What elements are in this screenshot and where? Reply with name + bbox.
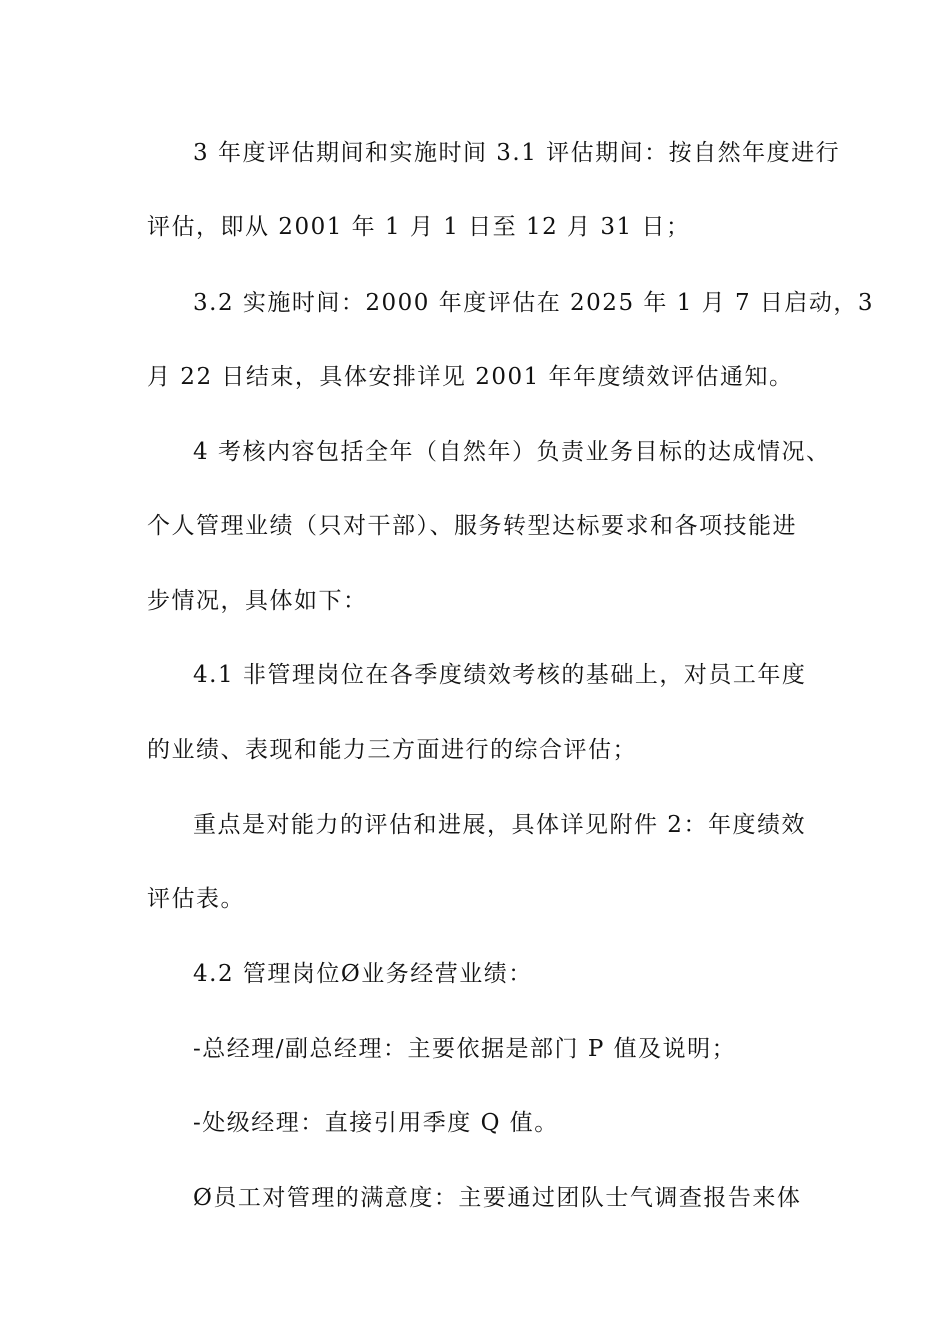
- text-line: -处级经理：直接引用季度 Q 值。: [193, 1110, 559, 1136]
- text-line: Ø员工对管理的满意度：主要通过团队士气调查报告来体: [193, 1185, 802, 1211]
- text-line: 的业绩、表现和能力三方面进行的综合评估；: [147, 737, 637, 763]
- text-line: 月 22 日结束，具体安排详见 2001 年年度绩效评估通知。: [147, 364, 794, 390]
- text-line: 4 考核内容包括全年（自然年）负责业务目标的达成情况、: [193, 439, 831, 465]
- text-line: 4.1 非管理岗位在各季度绩效考核的基础上，对员工年度: [193, 662, 807, 688]
- text-line: 3 年度评估期间和实施时间 3.1 评估期间：按自然年度进行: [193, 140, 841, 166]
- text-line: 评估，即从 2001 年 1 月 1 日至 12 月 31 日；: [147, 214, 691, 240]
- text-line: 步情况，具体如下：: [147, 588, 368, 614]
- text-line: 个人管理业绩（只对干部）、服务转型达标要求和各项技能进: [147, 513, 797, 539]
- text-line: 4.2 管理岗位Ø业务经营业绩：: [193, 961, 533, 987]
- text-line: 评估表。: [147, 886, 245, 912]
- text-line: 3.2 实施时间：2000 年度评估在 2025 年 1 月 7 日启动，3: [193, 290, 875, 316]
- text-line: -总经理/副总经理：主要依据是部门 P 值及说明；: [193, 1036, 737, 1062]
- text-line: 重点是对能力的评估和进展，具体详见附件 2：年度绩效: [193, 812, 806, 838]
